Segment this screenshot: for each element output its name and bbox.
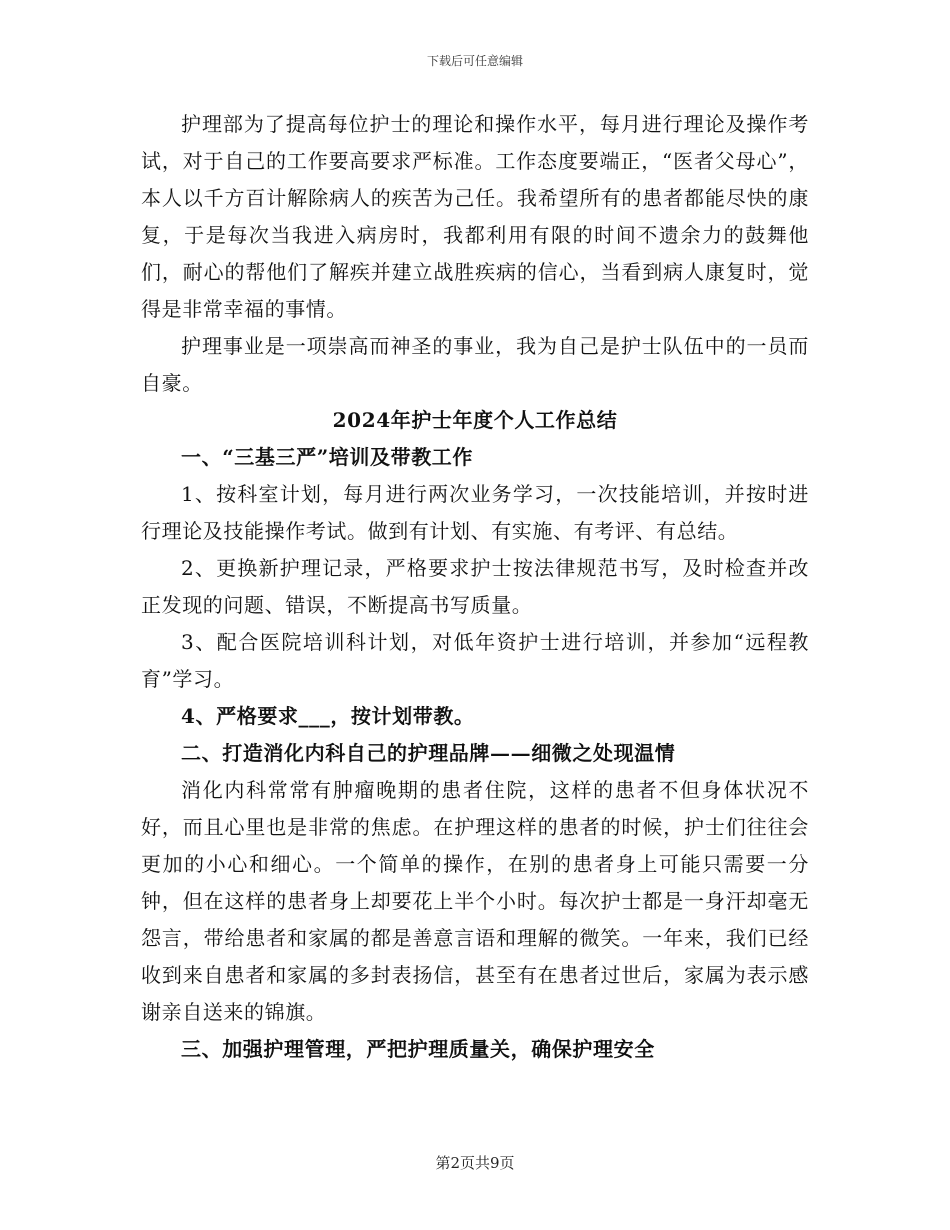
list-item-3: 3、配合医院培训科计划，对低年资护士进行培训，并参加“远程教育”学习。	[141, 630, 809, 691]
list-item-4: 4、严格要求___，按计划带教。	[181, 704, 475, 728]
document-body	[141, 106, 809, 1068]
section-heading-3: 三、加强护理管理，严把护理质量关，确保护理安全	[181, 1037, 655, 1061]
page-footer: 第2页共9页	[435, 1154, 515, 1172]
section-heading-2: 二、打造消化内科自己的护理品牌——细微之处现温情	[181, 741, 676, 765]
paragraph-section-2: 消化内科常常有肿瘤晚期的患者住院，这样的患者不但身体状况不好，而且心里也是非常的焦虑。在护理这样的患者的时候，护士们往往会更加的小心和细心。一个简单的操作，在别的患者身上可能只需要一分钟，但在这样的患者身上却要花上半个小时。每次护士都是一身汗却毫无怨言，带给患者和家属的都是善意言语和理解的微笑。一年来，我们已经收到来自患者和家属的多封表扬信，甚至有在患者过世后，家属为表示感谢亲自送来的锦旗。	[141, 778, 809, 1024]
list-item-1: 1、按科室计划，每月进行两次业务学习，一次技能培训，并按时进行理论及技能操作考试。做到有计划、有实施、有考评、有总结。	[141, 482, 809, 543]
paragraph-nursing-training: 护理部为了提高每位护士的理论和操作水平，每月进行理论及操作考试，对于自己的工作要高要求严标准。工作态度要端正，“医者父母心”，本人以千方百计解除病人的疾苦为己任。我希望所有的患者都能尽快的康复，于是每次当我进入病房时，我都利用有限的时间不遗余力的鼓舞他们，耐心的帮他们了解疾并建立战胜疾病的信心，当看到病人康复时，觉得是非常幸福的事情。	[141, 112, 809, 321]
list-item-2: 2、更换新护理记录，严格要求护士按法律规范书写，及时检查并改正发现的问题、错误，不断提高书写质量。	[141, 556, 809, 617]
page-header: 下载后可任意编辑	[426, 54, 523, 68]
section-heading-1: 一、“三基三严”培训及带教工作	[181, 445, 474, 469]
document-title: 2024年护士年度个人工作总结	[332, 408, 618, 432]
paragraph-nursing-career: 护理事业是一项崇高而神圣的事业，我为自己是护士队伍中的一员而自豪。	[141, 334, 809, 395]
